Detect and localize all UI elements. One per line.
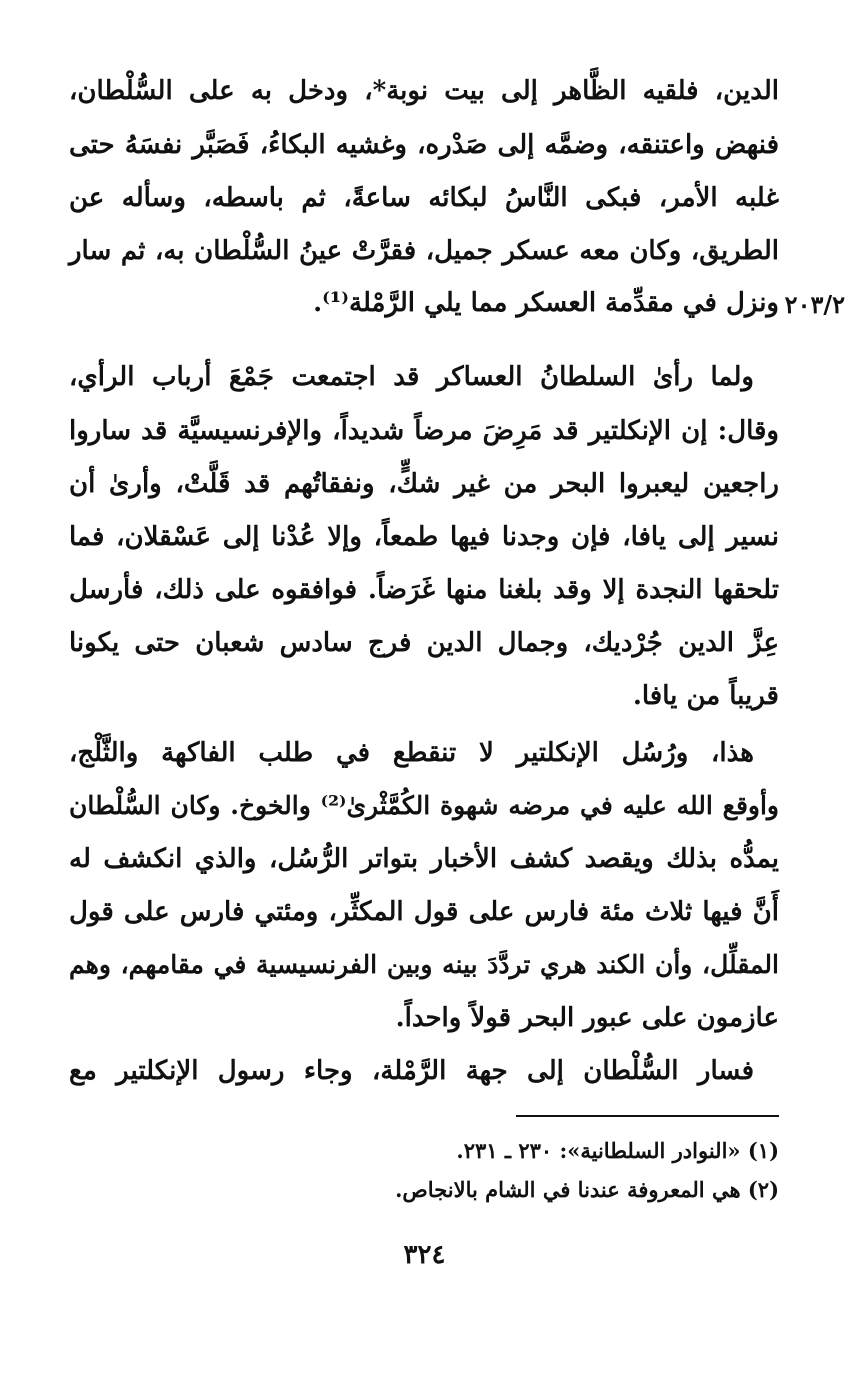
- text-line: عِزَّ الدين جُرْديك، وجمال الدين فرج سادس شعبان حتى يكونا: [69, 628, 779, 658]
- text-line: الدين، فلقيه الظَّاهر إلى بيت نوبة*، ودخل به على السُّلْطان،: [69, 76, 779, 106]
- text-line: تلحقها النجدة إلا وقد بلغنا منها غَرَضاً. فوافقوه على ذلك، فأرسل: [69, 575, 780, 605]
- margin-reference-marker: ٢٠٣/٢: [784, 290, 845, 319]
- text-line: نسير إلى يافا، فإن وجدنا فيها طمعاً، وإلا عُدْنا إلى عَسْقلان، فما: [69, 522, 779, 552]
- footnote: (٢) هي المعروفة عندنا في الشام بالانجاص.: [395, 1177, 779, 1202]
- page-number: ٣٢٤: [403, 1240, 446, 1270]
- text-line: راجعين ليعبروا البحر من غير شكٍّ، ونفقاتُهم قد قَلَّتْ، وأرىٰ أن: [69, 469, 779, 499]
- footnote-separator: [516, 1115, 779, 1117]
- text-line: هذا، ورُسُل الإنكلتير لا تنقطع في طلب الفاكهة والثَّلْج،: [69, 738, 754, 768]
- text-line: وأوقع الله عليه في مرضه شهوة الكُمَّثْرىٰ⁽²⁾ والخوخ. وكان السُّلْطان: [69, 791, 780, 820]
- text-line: فنهض واعتنقه، وضمَّه إلى صَدْره، وغشيه البكاءُ، فَصَبَّر نفسَهُ حتى: [69, 130, 779, 160]
- text-line: قريباً من يافا.: [632, 681, 779, 711]
- text-line: فسار السُّلْطان إلى جهة الرَّمْلة، وجاء رسول الإنكلتير مع: [69, 1056, 754, 1086]
- text-line: يمدُّه بذلك ويقصد كشف الأخبار بتواتر الرُّسُل، والذي انكشف له: [69, 844, 779, 874]
- text-line: ونزل في مقدِّمة العسكر مما يلي الرَّمْلة⁽¹⁾.: [313, 288, 779, 318]
- footnote: (١) «النوادر السلطانية»: ٢٣٠ ـ ٢٣١.: [456, 1138, 779, 1163]
- text-line: أَنَّ فيها ثلاث مئة فارس على قول المكثِّر، ومئتي فارس على قول: [69, 897, 779, 927]
- text-line: الطريق، وكان معه عسكر جميل، فقرَّتْ عينُ السُّلْطان به، ثم سار: [69, 236, 779, 266]
- text-line: المقلِّل، وأن الكند هري تردَّدَ بينه وبين الفرنسيسية في مقامهم، وهم: [69, 950, 779, 979]
- text-line: غلبه الأمر، فبكى النَّاسُ لبكائه ساعةً، ثم باسطه، وسأله عن: [69, 183, 779, 213]
- text-line: عازمون على عبور البحر قولاً واحداً.: [395, 1003, 779, 1033]
- text-line: وقال: إن الإنكلتير قد مَرِضَ مرضاً شديداً، والإفرنسيسيَّة قد ساروا: [69, 416, 779, 446]
- text-line: ولما رأىٰ السلطانُ العساكر قد اجتمعت جَمْعَ أرباب الرأي،: [69, 362, 754, 392]
